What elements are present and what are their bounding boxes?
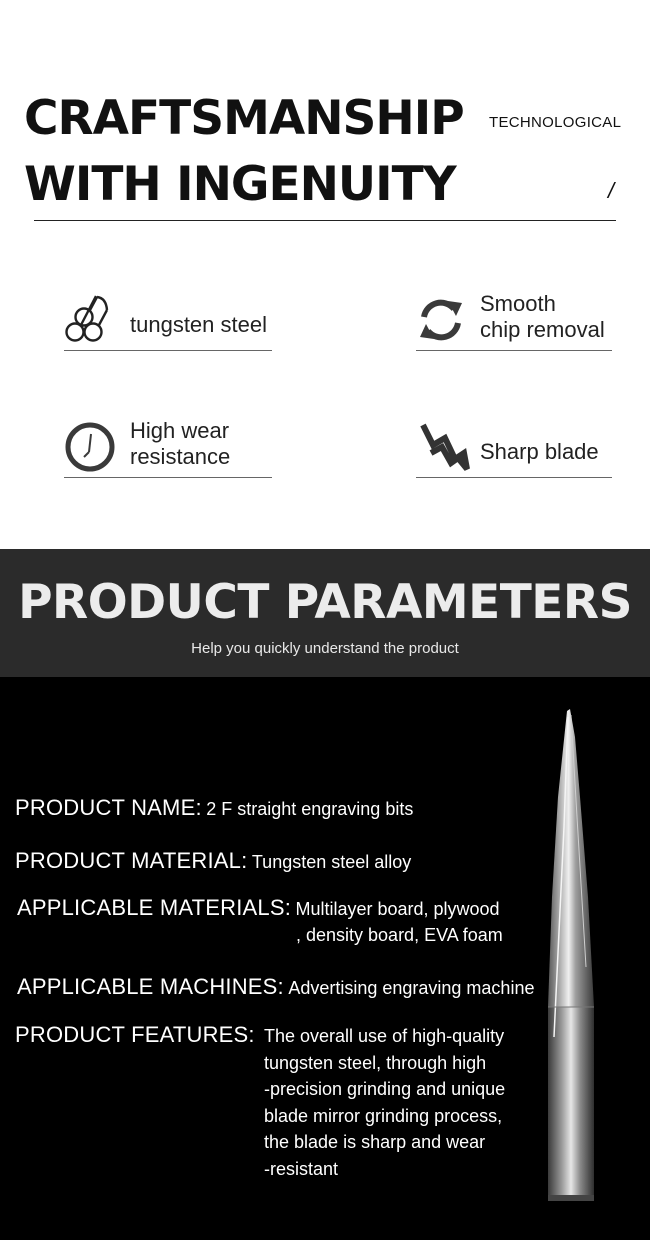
features-line: The overall use of high-quality <box>264 1026 505 1046</box>
clock-icon <box>64 420 116 477</box>
rods-icon <box>64 292 112 349</box>
param-product-name <box>15 795 413 821</box>
param-applicable-machines <box>17 974 534 1000</box>
param-product-material <box>15 848 411 874</box>
headline-line-1: CRAFTSMANSHIP <box>24 91 464 146</box>
technological-label: TECHNOLOGICAL <box>489 114 622 131</box>
parameters-section <box>0 677 650 1240</box>
features-line: -precision grinding and unique <box>264 1079 506 1100</box>
feature-underline <box>416 350 612 351</box>
slash-mark: / <box>608 178 615 203</box>
feature-underline <box>64 350 272 351</box>
engraving-bit-image <box>540 707 600 1212</box>
lightning-icon <box>418 421 470 478</box>
parameters-banner <box>0 549 650 677</box>
banner-subtitle: Help you quickly understand the product <box>191 640 459 657</box>
intro-section <box>0 0 650 549</box>
feature-underline <box>64 477 272 478</box>
param-applicable-materials <box>17 895 500 921</box>
headline-line-2: WITH INGENUITY <box>24 157 456 212</box>
param-label: PRODUCT FEATURES: <box>15 1022 255 1047</box>
param-value: 2 F straight engraving bits <box>206 799 414 819</box>
feature-label-line-2: resistance <box>130 444 231 469</box>
features-line: -resistant <box>264 1158 339 1179</box>
param-value: Multilayer board, plywood <box>295 899 500 919</box>
feature-sharp-blade <box>416 418 612 478</box>
param-label: APPLICABLE MACHINES: <box>17 974 284 999</box>
feature-chip-removal <box>416 291 612 351</box>
param-applicable-materials-continued: , density board, EVA foam <box>296 925 503 945</box>
divider-line <box>34 220 616 221</box>
feature-underline <box>416 477 612 478</box>
param-value: Advertising engraving machine <box>288 978 535 998</box>
features-line: the blade is sharp and wear <box>264 1132 486 1153</box>
feature-label: Sharp blade <box>480 439 599 464</box>
param-label: APPLICABLE MATERIALS: <box>17 895 292 920</box>
feature-label-line-1: Smooth <box>480 291 556 316</box>
feature-label-line-1: High wear <box>130 418 230 443</box>
features-line: tungsten steel, through high <box>264 1052 487 1073</box>
param-product-features <box>15 1022 255 1048</box>
feature-label: tungsten steel <box>130 312 267 337</box>
feature-label-line-2: chip removal <box>480 317 605 342</box>
param-label: PRODUCT NAME: <box>15 795 202 820</box>
param-features-text <box>264 1023 505 1183</box>
param-label: PRODUCT MATERIAL: <box>15 848 248 873</box>
banner-title: PRODUCT PARAMETERS <box>18 575 632 630</box>
refresh-icon <box>416 295 466 350</box>
features-line: blade mirror grinding process, <box>264 1105 503 1126</box>
headline <box>24 86 464 218</box>
feature-wear-resistance <box>64 418 272 478</box>
feature-tungsten-steel <box>64 291 272 351</box>
param-value: Tungsten steel alloy <box>251 852 412 872</box>
